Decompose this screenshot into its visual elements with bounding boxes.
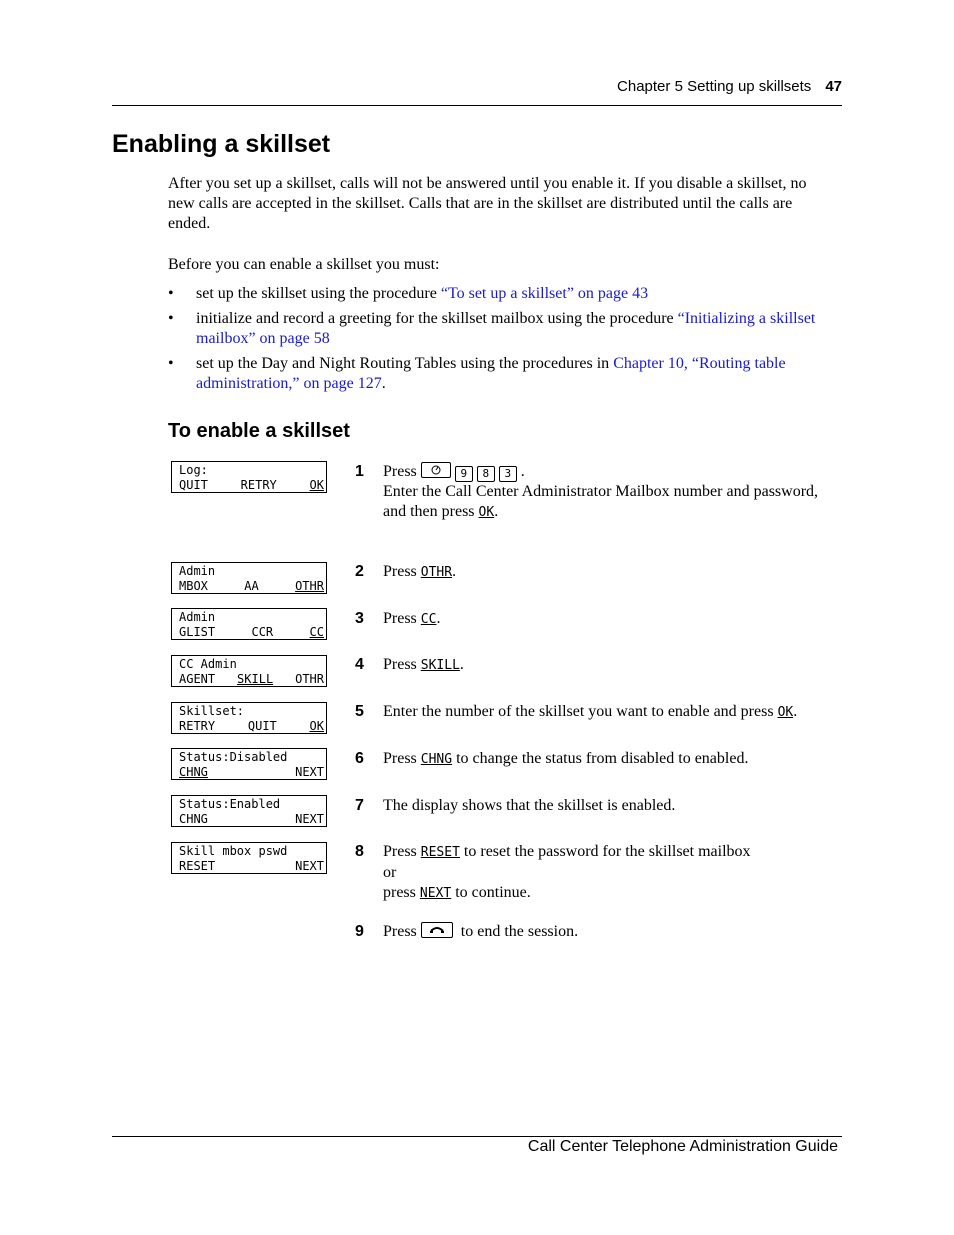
list-item: • set up the skillset using the procedure “To set up a skillset” on page 43 [168,284,836,304]
link-set-up-skillset[interactable]: “To set up a skillset” on page 43 [440,285,649,302]
step-number: 2 [355,563,364,580]
soft-key-ok: OK [478,505,495,520]
soft-key-reset: RESET [420,845,460,860]
step-8: Press RESET to reset the password for the skillset mailbox or press NEXT to continue. [383,843,751,901]
step-number: 9 [355,923,364,940]
step-4: Press SKILL. [383,656,464,673]
soft-key-skill: SKILL [420,658,460,673]
step-6: Press CHNG to change the status from disabled to enabled. [383,750,749,767]
step-number: 1 [355,463,364,480]
link-routing-table-chapter[interactable]: Chapter 10, “Routing table administration,” on page 127 [196,355,786,392]
display-status-enabled: Status:Enabled CHNG NEXT [171,795,327,827]
link-initializing-mailbox[interactable]: “Initializing a skillset mailbox” on page 58 [196,310,816,347]
page-title: Enabling a skillset [112,130,331,158]
display-cc-admin: CC Admin AGENT SKILL OTHR [171,655,327,687]
step-number: 6 [355,750,364,767]
list-item: • initialize and record a greeting for the skillset mailbox using the procedure “Initializing a skillset mailbox” on page 58 [168,309,836,349]
step-number: 5 [355,703,364,720]
soft-key-chng: CHNG [420,752,453,767]
digit-9-key: 9 [455,466,473,482]
step-number: 4 [355,656,364,673]
list-item: • set up the Day and Night Routing Tables using the procedures in Chapter 10, “Routing table administration,” on page 127. [168,354,836,394]
intro-paragraph: After you set up a skillset, calls will not be answered until you enable it. If you disable a skillset, no new calls are accepted in the skillset. Calls that are in the skillset are distributed until the calls are ended. [168,175,807,232]
before-text: Before you can enable a skillset you must: [168,256,440,273]
feature-key-icon [421,462,451,478]
page-number: 47 [825,78,842,95]
soft-key-next: NEXT [419,886,452,901]
header-rule [112,105,842,106]
soft-key-cc: CC [420,612,437,627]
procedure-title: To enable a skillset [168,420,350,442]
chapter-title: Chapter 5 Setting up skillsets [617,78,812,95]
footer-rule [112,1136,842,1137]
running-footer: Call Center Telephone Administration Guide [527,1138,838,1155]
display-skill-mbox-pswd: Skill mbox pswd RESET NEXT [171,842,327,874]
step-1: Press 9 8 3 . Enter the Call Center Administrator Mailbox number and password, and then press OK. [383,463,819,520]
soft-key-othr: OTHR [420,565,453,580]
digit-8-key: 8 [477,466,495,482]
display-admin-1: Admin MBOX AA OTHR [171,562,327,594]
display-status-disabled: Status:Disabled CHNG NEXT [171,748,327,780]
display-admin-2: Admin GLIST CCR CC [171,608,327,640]
step-5: Enter the number of the skillset you want to enable and press OK. [383,703,798,720]
display-log: Log: QUIT RETRY OK [171,461,327,493]
digit-3-key: 3 [499,466,517,482]
release-key-icon [421,922,453,938]
step-7: The display shows that the skillset is enabled. [383,797,676,814]
step-3: Press CC. [383,610,441,627]
step-2: Press OTHR. [383,563,457,580]
running-header [112,78,842,95]
requirements-list [168,284,836,399]
soft-key-ok: OK [777,705,794,720]
step-number: 7 [355,797,364,814]
display-skillset: Skillset: RETRY QUIT OK [171,702,327,734]
step-number: 3 [355,610,364,627]
step-9: Press to end the session. [383,923,579,940]
step-number: 8 [355,843,364,860]
